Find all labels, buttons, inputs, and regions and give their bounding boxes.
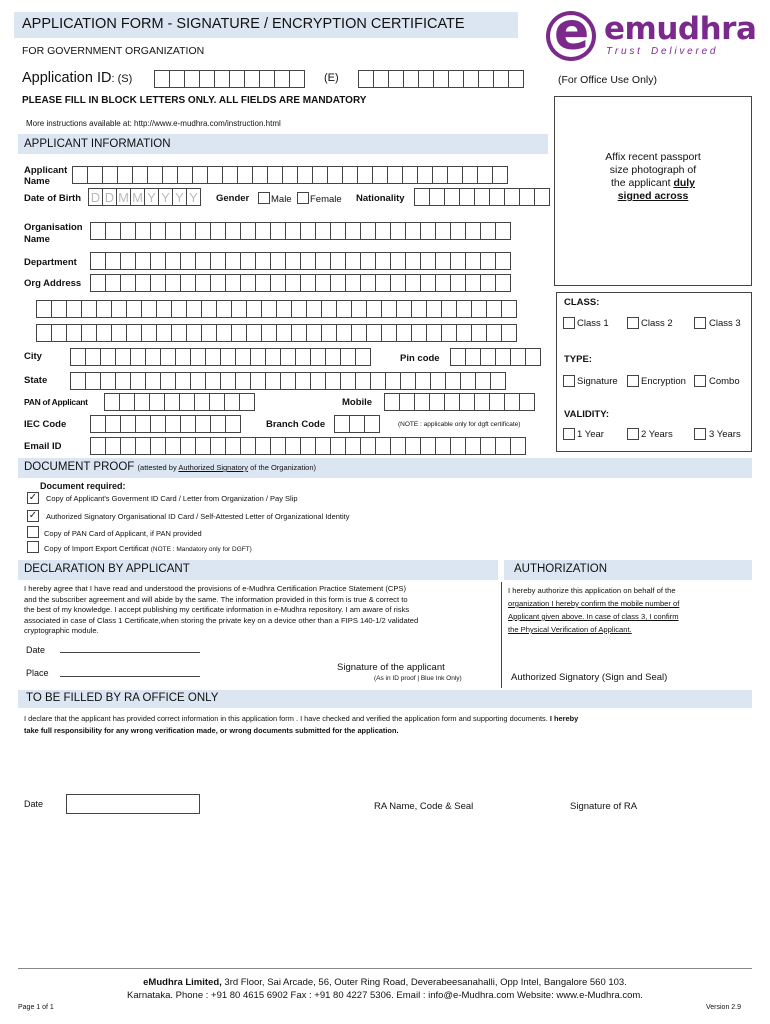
type-encryption-checkbox[interactable] <box>627 375 639 387</box>
type-combo-label: Combo <box>709 376 740 387</box>
dob-label: Date of Birth <box>24 193 81 204</box>
office-use-note: (For Office Use Only) <box>558 74 657 86</box>
city-boxes[interactable] <box>70 348 370 366</box>
iec-label: IEC Code <box>24 419 67 430</box>
footer-contact: Karnataka. Phone : +91 80 4615 6902 Fax : +91 80 4227 5306. Email : info@e-Mudhra.com Website: www.e-Mudhra.com. <box>127 990 643 1001</box>
mobile-boxes[interactable] <box>384 393 534 411</box>
class-1-checkbox[interactable] <box>563 317 575 329</box>
form-subtitle: FOR GOVERNMENT ORGANIZATION <box>22 45 205 57</box>
male-label: Male <box>271 194 292 205</box>
declaration-place-line[interactable] <box>60 676 200 677</box>
iec-boxes[interactable] <box>90 415 240 433</box>
doc-signatory-id-checkbox[interactable]: ✓ <box>28 510 38 521</box>
block-letters-note: PLEASE FILL IN BLOCK LETTERS ONLY. ALL FIELDS ARE MANDATORY <box>22 95 367 106</box>
branch-code-boxes[interactable] <box>334 415 379 433</box>
type-heading: TYPE: <box>564 354 592 365</box>
department-label: Department <box>24 257 77 268</box>
state-boxes[interactable] <box>70 372 505 390</box>
city-label: City <box>24 351 42 362</box>
validity-1-year-checkbox[interactable] <box>563 428 575 440</box>
org-name-boxes[interactable] <box>90 222 510 240</box>
applicant-signature-label: Signature of the applicant <box>337 662 445 673</box>
validity-heading: VALIDITY: <box>564 409 610 420</box>
instructions-note: More instructions available at: http://www.e-mudhra.com/instruction.html <box>26 119 281 128</box>
ra-office-heading: TO BE FILLED BY RA OFFICE ONLY <box>26 692 219 704</box>
class-heading: CLASS: <box>564 297 600 308</box>
page-number: Page 1 of 1 <box>18 1004 54 1011</box>
gender-label: Gender <box>216 193 250 204</box>
pan-label: PAN of Applicant <box>24 397 88 407</box>
doc-govt-id-label: Copy of Applicant's Goverment ID Card / Letter from Organization / Pay Slip <box>46 494 298 503</box>
validity-3-years-checkbox[interactable] <box>694 428 706 440</box>
validity-2-years-checkbox[interactable] <box>627 428 639 440</box>
email-label: Email ID <box>24 441 62 452</box>
department-boxes[interactable] <box>90 252 510 270</box>
dgft-note: (NOTE : applicable only for dgft certificate) <box>398 421 521 428</box>
doc-pan-label: Copy of PAN Card of Applicant, if PAN provided <box>44 529 202 538</box>
declaration-place-label: Place <box>26 668 49 678</box>
declaration-text: I hereby agree that I have read and understood the provisions of e-Mudhra Certification Practice Statement (CPS) and the subscriber agreement and will abide by the same. The information provided in this form is true & correct to the best of my knowledge. I accept publishing my certificate information in e-Mudhra repository. I am aware of risks associated in case of Class 1 Certificate,when storing the private key on a device other than a FIPS 140-1/2 validated cryptographic module. <box>24 584 419 635</box>
ra-name-label: RA Name, Code & Seal <box>374 801 474 812</box>
email-boxes[interactable] <box>90 437 525 455</box>
class-3-label: Class 3 <box>709 318 741 329</box>
doc-iec-label: Copy of Import Export Certificat (NOTE : Mandatory only for DGFT) <box>44 544 252 553</box>
ra-signature-label: Signature of RA <box>570 801 638 812</box>
org-address-boxes-3[interactable] <box>36 324 516 342</box>
mobile-label: Mobile <box>342 397 373 408</box>
section-divider <box>501 582 502 688</box>
doc-signatory-id-label: Authorized Signatory Organisational ID Card / Self-Attested Letter of Organizational Identity <box>46 512 350 521</box>
applicant-signature-note: (As in ID proof | Blue Ink Only) <box>374 675 462 682</box>
app-id-e-label: (E) <box>324 72 339 84</box>
branch-code-label: Branch Code <box>266 419 326 430</box>
footer-address: eMudhra Limited, 3rd Floor, Sai Arcade, 56, Outer Ring Road, Deverabeesanahalli, Opp Intel, Bangalore 560 103. <box>143 977 627 988</box>
document-proof-heading: DOCUMENT PROOF (attested by Authorized Signatory of the Organization) <box>24 461 316 473</box>
emudhra-logo <box>544 2 764 66</box>
authorization-text: I hereby authorize this application on behalf of the organization I hereby confirm the mobile number of Applicant given above. In case of class 3, I confirm the Physical Verification of Applicant. <box>508 586 680 634</box>
female-label: Female <box>310 194 342 205</box>
class-type-validity-box <box>556 292 752 452</box>
type-combo-checkbox[interactable] <box>694 375 706 387</box>
logo-letter: e <box>554 2 590 62</box>
app-id-e-boxes[interactable] <box>358 70 523 88</box>
pan-boxes[interactable] <box>104 393 254 411</box>
doc-iec-checkbox[interactable] <box>27 541 39 553</box>
version-number: Version 2.9 <box>706 1004 742 1011</box>
type-signature-label: Signature <box>577 376 618 387</box>
applicant-name-label: Applicant Name <box>24 165 68 187</box>
org-name-label: Organisation Name <box>24 222 83 245</box>
declaration-date-line[interactable] <box>60 652 200 653</box>
type-signature-checkbox[interactable] <box>563 375 575 387</box>
form-title: APPLICATION FORM - SIGNATURE / ENCRYPTION CERTIFICATE <box>22 16 465 32</box>
applicant-name-boxes[interactable] <box>72 166 507 184</box>
nationality-label: Nationality <box>356 193 405 204</box>
dob-boxes[interactable]: D D M M Y Y Y Y <box>88 188 200 206</box>
footer-rule <box>18 968 752 969</box>
type-encryption-label: Encryption <box>641 376 686 387</box>
photo-instructions: Affix recent passport size photograph of the applicant duly signed across <box>605 151 701 202</box>
declaration-heading: DECLARATION BY APPLICANT <box>24 563 190 575</box>
class-2-checkbox[interactable] <box>627 317 639 329</box>
pincode-boxes[interactable] <box>450 348 540 366</box>
declaration-date-label: Date <box>26 645 46 655</box>
document-required-label: Document required: <box>40 481 126 491</box>
logo-tagline: T r u s t D e l i v e r e d <box>606 46 716 57</box>
authorized-signatory-label: Authorized Signatory (Sign and Seal) <box>511 672 668 683</box>
male-checkbox[interactable] <box>258 192 270 204</box>
ra-date-label: Date <box>24 799 44 809</box>
class-3-checkbox[interactable] <box>694 317 706 329</box>
logo-name: emudhra <box>604 11 757 47</box>
doc-govt-id-checkbox[interactable]: ✓ <box>28 492 38 503</box>
class-2-label: Class 2 <box>641 318 673 329</box>
validity-2-years-label: 2 Years <box>641 429 673 440</box>
ra-date-box[interactable] <box>66 794 200 814</box>
app-id-label: Application ID: (S) <box>22 70 133 86</box>
org-address-label: Org Address <box>24 278 82 289</box>
ra-declaration-text: I declare that the applicant has provided correct information in this application form . I have checked and verified the application form and supporting documents. I hereby take full responsibility for any wrong verification made, or wrong documents submitted for the application. <box>24 714 579 735</box>
applicant-heading: APPLICANT INFORMATION <box>24 138 171 150</box>
pincode-label: Pin code <box>400 353 440 364</box>
female-checkbox[interactable] <box>297 192 309 204</box>
org-address-boxes-1[interactable] <box>90 274 510 292</box>
validity-1-year-label: 1 Year <box>577 429 604 440</box>
state-label: State <box>24 375 48 386</box>
authorization-heading: AUTHORIZATION <box>514 563 608 575</box>
validity-3-years-label: 3 Years <box>709 429 741 440</box>
app-id-s-boxes[interactable] <box>154 70 304 88</box>
nationality-boxes[interactable] <box>414 188 549 206</box>
doc-pan-checkbox[interactable] <box>27 526 39 538</box>
org-address-boxes-2[interactable] <box>36 300 516 318</box>
class-1-label: Class 1 <box>577 318 609 329</box>
